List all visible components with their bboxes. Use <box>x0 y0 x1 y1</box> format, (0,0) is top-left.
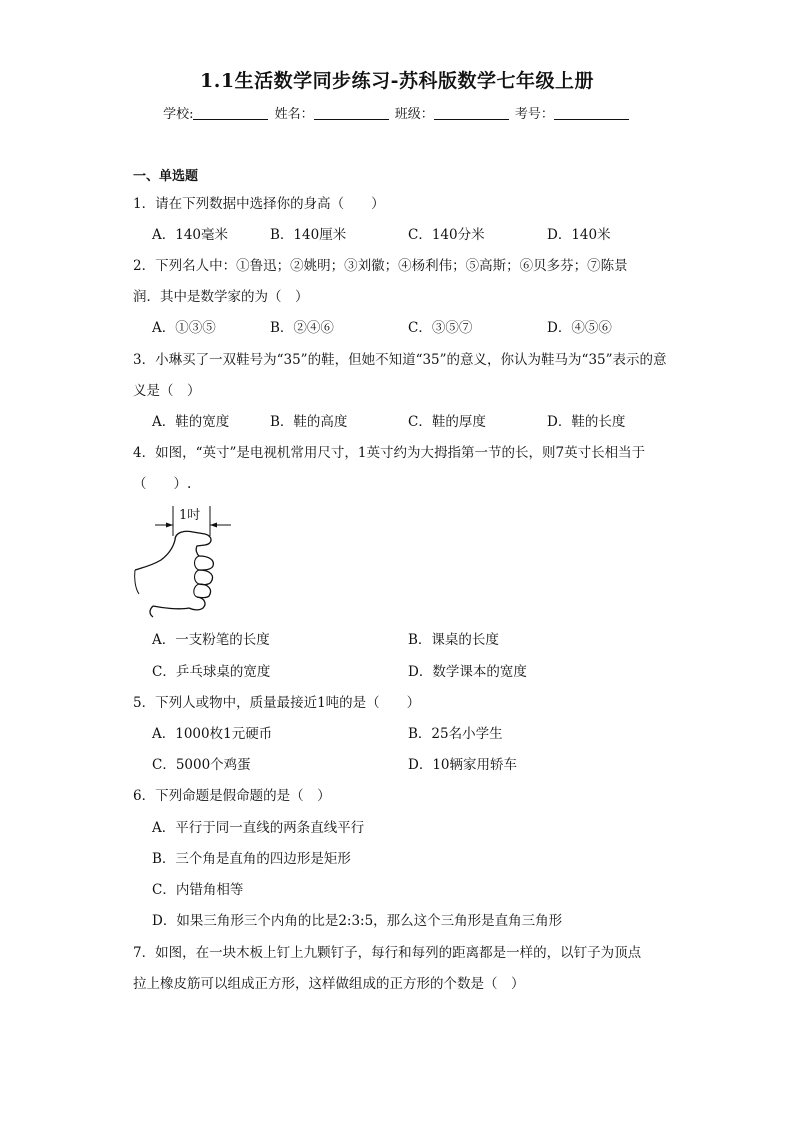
q3-option-d: D．鞋的长度 <box>547 414 626 430</box>
thumb-illustration <box>133 498 243 618</box>
q2-option-d: D．④⑤⑥ <box>547 320 612 336</box>
exam-number-label: 考号： <box>514 107 554 122</box>
name-label: 姓名： <box>274 107 314 122</box>
q3-option-c: C．鞋的厚度 <box>408 414 486 430</box>
q1-option-a: A．140毫米 <box>152 227 229 243</box>
q6-option-a: A．平行于同一直线的两条直线平行 <box>152 820 365 836</box>
q5-option-d: D．10辆家用轿车 <box>408 757 518 773</box>
school-label: 学校: <box>163 107 194 122</box>
q1-option-b: B．140厘米 <box>270 227 347 243</box>
class-label: 班级： <box>394 107 434 122</box>
question-7-stem-line-2: 拉上橡皮筋可以组成正方形，这样做组成的正方形的个数是（ ） <box>133 976 525 992</box>
inch-label: 1吋 <box>179 508 201 523</box>
page-title: 1.1生活数学同步练习-苏科版数学七年级上册 <box>200 70 594 92</box>
q4-option-c: C．乒乓球桌的宽度 <box>152 664 271 680</box>
school-blank <box>193 106 268 120</box>
thumb-inch-figure <box>133 498 243 618</box>
q2-option-b: B．②④⑥ <box>270 320 334 336</box>
class-blank <box>434 106 509 120</box>
question-2-stem-line-2: 润．其中是数学家的为（ ） <box>133 289 309 305</box>
q3-option-a: A．鞋的宽度 <box>152 414 230 430</box>
question-7-stem-line-1: 7．如图，在一块木板上钉上九颗钉子，每行和每列的距离都是一样的，以钉子为顶点 <box>133 945 642 961</box>
question-5-stem: 5．下列人或物中，质量最接近1吨的是（ ） <box>133 695 421 711</box>
question-2-stem-line-1: 2．下列名人中：①鲁迅；②姚明；③刘徽；④杨利伟；⑤高斯；⑥贝多芬；⑦陈景 <box>133 258 628 274</box>
q6-option-c: C．内错角相等 <box>152 882 244 898</box>
q1-option-d: D．140米 <box>547 227 611 243</box>
q3-option-b: B．鞋的高度 <box>270 414 348 430</box>
question-4-stem-line-1: 4．如图，“英寸”是电视机常用尺寸，1英寸约为大拇指第一节的长，则7英寸长相当于 <box>133 445 646 461</box>
student-info-row <box>0 103 794 122</box>
question-1-stem: 1．请在下列数据中选择你的身高（ ） <box>133 196 385 212</box>
q5-option-c: C．5000个鸡蛋 <box>152 757 251 773</box>
exam-number-blank <box>554 106 629 120</box>
section-heading: 一、单选题 <box>133 169 199 184</box>
q1-option-c: C．140分米 <box>408 227 485 243</box>
q5-option-a: A．1000枚1元硬币 <box>152 726 273 742</box>
question-4-stem-line-2: （ ）. <box>133 476 192 492</box>
q5-option-b: B．25名小学生 <box>408 726 503 742</box>
q6-option-d: D．如果三角形三个内角的比是2:3:5，那么这个三角形是直角三角形 <box>152 913 563 929</box>
q6-option-b: B．三个角是直角的四边形是矩形 <box>152 851 351 867</box>
question-6-stem: 6．下列命题是假命题的是（ ） <box>133 788 331 804</box>
name-blank <box>314 106 389 120</box>
q4-option-d: D．数学课本的宽度 <box>408 664 527 680</box>
q4-option-b: B．课桌的长度 <box>408 632 499 648</box>
q4-option-a: A．一支粉笔的长度 <box>152 632 270 648</box>
question-3-stem-line-2: 义是（ ） <box>133 383 201 399</box>
question-3-stem-line-1: 3．小琳买了一双鞋号为“35”的鞋，但她不知道“35”的意义，你认为鞋马为“35”表示的意 <box>133 352 667 368</box>
q2-option-a: A．①③⑤ <box>152 320 216 336</box>
q2-option-c: C．③⑤⑦ <box>408 320 473 336</box>
